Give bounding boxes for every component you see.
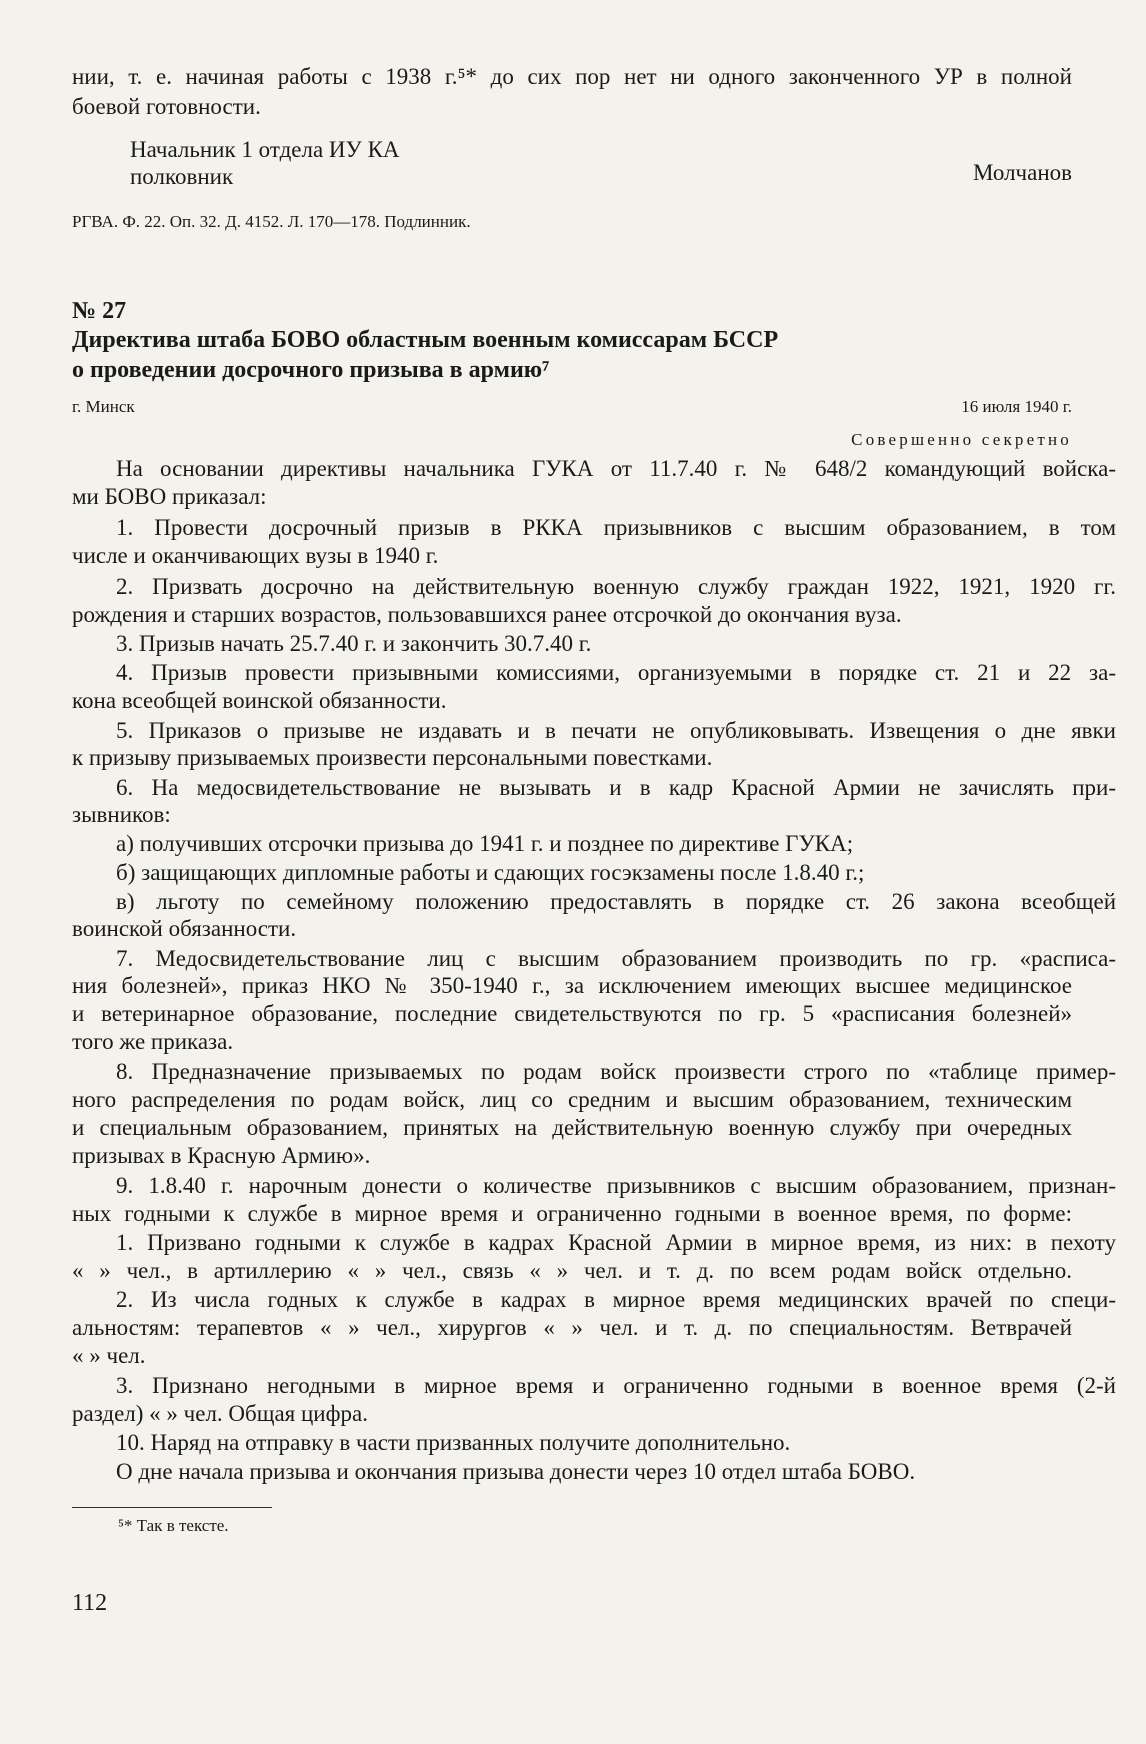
signature-position-line2: полковник [130, 164, 234, 189]
item-6-line-a: 6. На медосвидетельствование не вызывать и в кадр Красной Армии не зачислять при- [116, 775, 1116, 800]
item-4-line-b: кона всеобщей воинской обязанности. [72, 688, 447, 713]
item-8-line-a: 8. Предназначение призываемых по родам войск произвести строго по «таблице пример- [116, 1059, 1116, 1084]
item-9-1-line-b: « » чел., в артиллерию « » чел., связь « » чел. и т. д. по всем родам войск отдельно. [72, 1258, 1072, 1283]
item-6-line-b: зывников: [72, 802, 171, 827]
page-number: 112 [72, 1590, 108, 1616]
intro-line-a: На основании директивы начальника ГУКА от 11.7.40 г. № 648/2 командующий войска- [116, 456, 1116, 481]
item-10: 10. Наряд на отправку в части призванных получите дополнительно. [116, 1430, 791, 1455]
item-7-line-d: того же приказа. [72, 1029, 234, 1054]
item-8-line-c: и специальным образованием, принятых на действительную военную службу при очередных [72, 1115, 1072, 1140]
footnote-rule [72, 1507, 272, 1508]
footnote: ⁵* Так в тексте. [118, 1516, 229, 1535]
item-7-line-a: 7. Медосвидетельствование лиц с высшим образованием производить по гр. «расписа- [116, 946, 1116, 971]
closing-line: О дне начала призыва и окончания призыва донести через 10 отдел штаба БОВО. [116, 1459, 916, 1484]
item-9-line-a: 9. 1.8.40 г. нарочным донести о количестве призывников с высшим образованием, признан- [116, 1173, 1116, 1198]
item-9-3-line-a: 3. Признано негодными в мирное время и ограниченно годными в военное время (2-й [116, 1373, 1116, 1398]
item-5-line-a: 5. Приказов о призыве не издавать и в печати не опубликовывать. Извещения о дне явки [116, 718, 1116, 743]
archive-reference: РГВА. Ф. 22. Оп. 32. Д. 4152. Л. 170—178. Подлинник. [72, 212, 471, 231]
top-fragment-line2: боевой готовности. [72, 94, 261, 119]
item-9-2-line-c: « » чел. [72, 1343, 146, 1368]
item-9-3-line-b: раздел) « » чел. Общая цифра. [72, 1401, 368, 1426]
item-6c-line-a: в) льготу по семейному положению предоставлять в порядке ст. 26 закона всеобщей [116, 889, 1116, 914]
item-1-line-b: числе и оканчивающих вузы в 1940 г. [72, 543, 439, 568]
intro-line-b: ми БОВО приказал: [72, 484, 267, 509]
item-2-line-a: 2. Призвать досрочно на действительную военную службу граждан 1922, 1921, 1920 гг. [116, 574, 1116, 599]
item-8-line-b: ного распределения по родам войск, лиц со средним и высшим образованием, техническим [72, 1087, 1072, 1112]
item-4-line-a: 4. Призыв провести призывными комиссиями, организуемыми в порядке ст. 21 и 22 за- [116, 660, 1116, 685]
item-5-line-b: к призыву призываемых произвести персональными повестками. [72, 745, 713, 770]
item-3: 3. Призыв начать 25.7.40 г. и закончить 30.7.40 г. [116, 631, 592, 656]
signature-position-line1: Начальник 1 отдела ИУ КА [130, 137, 400, 162]
item-7-line-c: и ветеринарное образование, последние свидетельствуются по гр. 5 «расписания болезней» [72, 1001, 1072, 1026]
item-2-line-b: рождения и старших возрастов, пользовавшихся ранее отсрочкой до окончания вуза. [72, 602, 902, 627]
item-6b: б) защищающих дипломные работы и сдающих госэкзамены после 1.8.40 г.; [116, 860, 865, 885]
item-9-2-line-a: 2. Из числа годных к службе в кадрах в мирное время медицинских врачей по специ- [116, 1287, 1116, 1312]
item-7-line-b: ния болезней», приказ НКО № 350-1940 г., за исключением имеющих высшее медицинское [72, 973, 1072, 998]
top-fragment-line1: нии, т. е. начиная работы с 1938 г.⁵* до сих пор нет ни одного законченного УР в полной [72, 64, 1072, 89]
document-title-line2: о проведении досрочного призыва в армию⁷ [72, 357, 550, 383]
item-6c-line-b: воинской обязанности. [72, 916, 297, 941]
item-1-line-a: 1. Провести досрочный призыв в РККА призывников с высшим образованием, в том [116, 515, 1116, 540]
item-9-2-line-b: альностям: терапевтов « » чел., хирургов « » чел. и т. д. по специальностям. Ветврачей [72, 1315, 1072, 1340]
signature-name: Молчанов [973, 160, 1072, 185]
classification-stamp: Совершенно секретно [851, 430, 1072, 449]
item-9-1-line-a: 1. Призвано годными к службе в кадрах Красной Армии в мирное время, из них: в пехоту [116, 1230, 1116, 1255]
document-number: № 27 [72, 298, 127, 324]
document-place: г. Минск [72, 397, 135, 416]
item-8-line-d: призывах в Красную Армию». [72, 1143, 371, 1168]
document-title-line1: Директива штаба БОВО областным военным комиссарам БССР [72, 327, 779, 353]
item-6a: а) получивших отсрочки призыва до 1941 г. и позднее по директиве ГУКА; [116, 831, 854, 856]
item-9-line-b: ных годными к службе в мирное время и ограниченно годными в военное время, по форме: [72, 1201, 1072, 1226]
document-date: 16 июля 1940 г. [961, 397, 1072, 416]
